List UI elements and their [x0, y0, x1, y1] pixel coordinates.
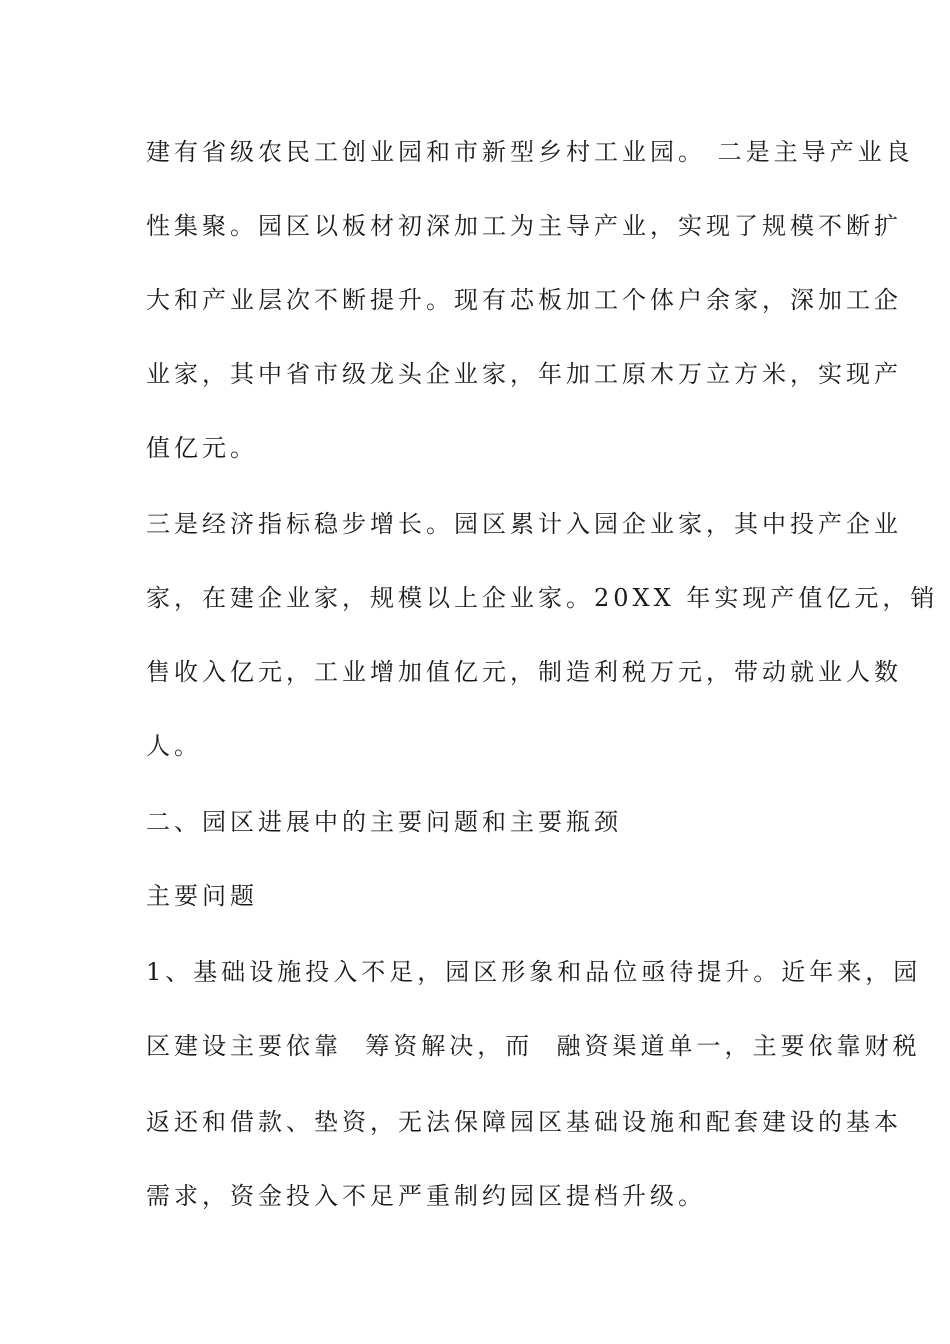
- text-line: 家，在建企业家，规模以上企业家。20XX 年实现产值亿元，销: [146, 584, 939, 612]
- text-line: 1、基础设施投入不足，园区形象和品位亟待提升。近年来，园: [146, 958, 922, 986]
- text-line: 区建设主要依靠 筹资解决，而 融资渠道单一，主要依靠财税: [146, 1032, 921, 1060]
- text-line: 售收入亿元，工业增加值亿元，制造利税万元，带动就业人数: [146, 658, 902, 686]
- subsection-heading: 主要问题: [146, 882, 258, 910]
- text-line: 需求，资金投入不足严重制约园区提档升级。: [146, 1182, 706, 1210]
- text-line: 性集聚。园区以板材初深加工为主导产业，实现了规模不断扩: [146, 212, 902, 240]
- text-line: 业家，其中省市级龙头企业家，年加工原木万立方米，实现产: [146, 360, 902, 388]
- text-line: 建有省级农民工创业园和市新型乡村工业园。 二是主导产业良: [146, 138, 914, 166]
- text-line: 三是经济指标稳步增长。园区累计入园企业家，其中投产企业: [146, 510, 902, 538]
- section-heading: 二、园区进展中的主要问题和主要瓶颈: [146, 808, 622, 836]
- text-line: 人。: [146, 732, 202, 760]
- text-line: 返还和借款、垫资，无法保障园区基础设施和配套建设的基本: [146, 1108, 902, 1136]
- text-line: 大和产业层次不断提升。现有芯板加工个体户余家，深加工企: [146, 286, 902, 314]
- text-line: 值亿元。: [146, 434, 258, 462]
